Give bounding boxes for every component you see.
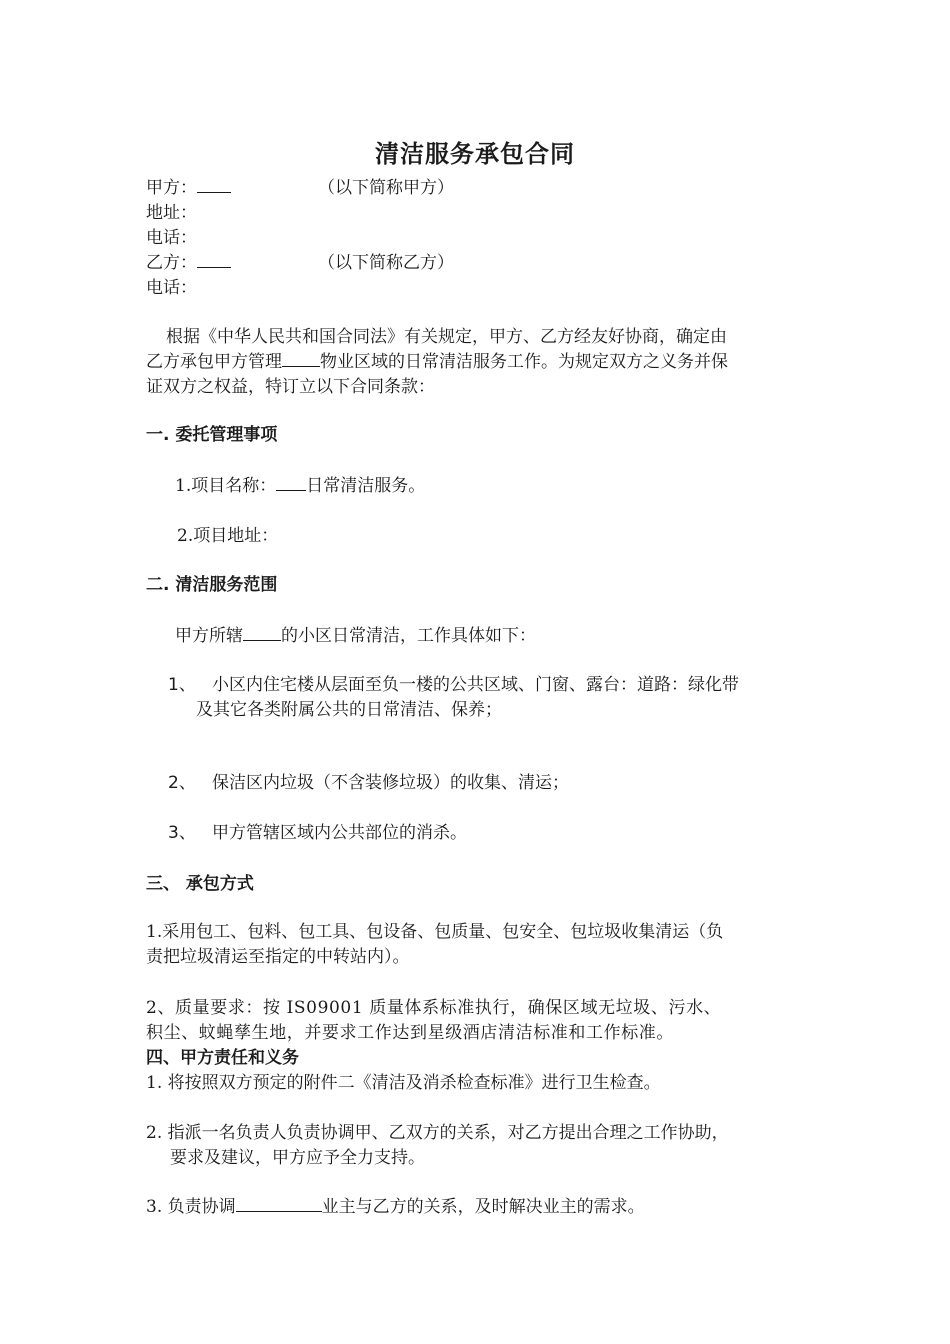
party-b-label: 乙方： bbox=[146, 253, 197, 273]
intro-line-2b: 物业区域的日常清洁服务工作。为规定双方之义务并保 bbox=[320, 352, 728, 372]
section-3-p1-line-2: 责把垃圾清运至指定的中转站内）。 bbox=[146, 947, 410, 967]
intro-blank bbox=[282, 352, 320, 367]
section-1-item-2: 2.项目地址： bbox=[177, 526, 279, 546]
section-3-p2-line-2: 积尘、蚊蝇孳生地，并要求工作达到星级酒店清洁标准和工作标准。 bbox=[146, 1023, 674, 1043]
section-4-item-1: 1. 将按照双方预定的附件二《清洁及消杀检查标准》进行卫生检查。 bbox=[146, 1073, 661, 1093]
section-2-lead-b: 的小区日常清洁，工作具体如下： bbox=[281, 626, 536, 646]
section-4-blank bbox=[236, 1197, 322, 1212]
contract-title: 清洁服务承包合同 bbox=[375, 140, 575, 168]
scope-item-2-number: 2、 bbox=[168, 773, 196, 793]
scope-item-2-text: 保洁区内垃圾（不含装修垃圾）的收集、清运； bbox=[212, 773, 569, 793]
project-name-suffix: 日常清洁服务。 bbox=[306, 476, 426, 496]
scope-item-3-number: 3、 bbox=[168, 823, 196, 843]
project-name-label: 1.项目名称： bbox=[175, 476, 277, 496]
section-3-heading: 三、 承包方式 bbox=[146, 874, 254, 894]
intro-line-2a: 乙方承包甲方管理 bbox=[146, 352, 282, 372]
section-3-p2-line-1: 2、质量要求：按 IS09001 质量体系标准执行，确保区域无垃圾、污水、 bbox=[146, 998, 722, 1018]
phone-label-a: 电话： bbox=[146, 228, 197, 248]
party-a-label: 甲方： bbox=[146, 178, 197, 198]
section-4-item-3a: 3. 负责协调 bbox=[146, 1197, 236, 1217]
section-4-item-2-line-1: 2. 指派一名负责人负责协调甲、乙双方的关系，对乙方提出合理之工作协助， bbox=[146, 1123, 729, 1143]
section-4-item-3 bbox=[146, 1196, 645, 1218]
section-3-p1-line-1: 1.采用包工、包料、包工具、包设备、包质量、包安全、包垃圾收集清运（负 bbox=[146, 922, 724, 942]
section-4-heading: 四、甲方责任和义务 bbox=[146, 1048, 299, 1068]
section-2-heading: 二. 清洁服务范围 bbox=[146, 575, 278, 595]
address-label: 地址： bbox=[146, 203, 197, 223]
intro-line-3: 证双方之权益，特订立以下合同条款： bbox=[146, 377, 435, 397]
section-1-item-1 bbox=[175, 475, 425, 497]
section-4-item-3b: 业主与乙方的关系，及时解决业主的需求。 bbox=[321, 1197, 645, 1217]
party-a-line bbox=[146, 177, 231, 199]
section-2-lead bbox=[175, 625, 536, 647]
section-4-item-2-line-2: 要求及建议，甲方应予全力支持。 bbox=[170, 1148, 425, 1168]
scope-item-1-number: 1、 bbox=[168, 675, 196, 695]
intro-line-1: 根据《中华人民共和国合同法》有关规定，甲方、乙方经友好协商，确定由 bbox=[166, 327, 727, 347]
intro-line-2 bbox=[146, 351, 728, 373]
scope-item-3-text: 甲方管辖区域内公共部位的消杀。 bbox=[212, 823, 467, 843]
section-2-blank bbox=[243, 626, 281, 641]
party-b-blank bbox=[197, 253, 231, 268]
scope-item-1-line-2: 及其它各类附属公共的日常清洁、保养； bbox=[196, 700, 502, 720]
scope-item-1-line-1: 小区内住宅楼从层面至负一楼的公共区域、门窗、露台：道路：绿化带 bbox=[212, 675, 739, 695]
party-b-line bbox=[146, 252, 231, 274]
section-1-heading: 一. 委托管理事项 bbox=[146, 425, 278, 445]
phone-label-b: 电话： bbox=[146, 278, 197, 298]
party-b-alias: （以下简称乙方） bbox=[318, 253, 454, 273]
section-2-lead-a: 甲方所辖 bbox=[175, 626, 243, 646]
party-a-alias: （以下简称甲方） bbox=[318, 178, 454, 198]
project-name-blank bbox=[276, 476, 306, 491]
party-a-blank bbox=[197, 178, 231, 193]
